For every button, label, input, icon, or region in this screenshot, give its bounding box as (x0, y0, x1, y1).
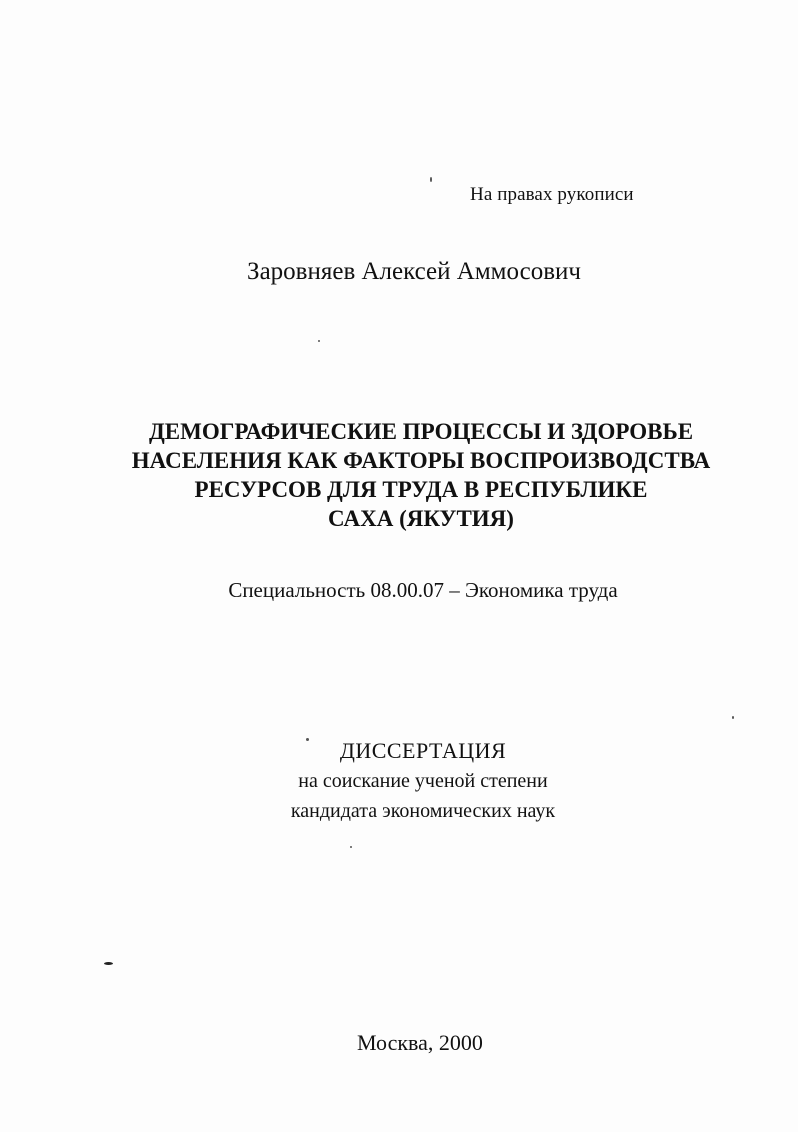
author-name: Заровняев Алексей Аммосович (247, 258, 581, 285)
dissertation-title (0, 417, 798, 533)
rights-note: На правах рукописи (470, 184, 634, 205)
dissertation-heading: ДИССЕРТАЦИЯ (339, 738, 507, 763)
title-line: РЕСУРСОВ ДЛЯ ТРУДА В РЕСПУБЛИКЕ (194, 477, 648, 502)
city-year: Москва, 2000 (357, 1030, 483, 1055)
scan-speck (318, 340, 320, 342)
scan-speck (430, 177, 432, 182)
title-line: НАСЕЛЕНИЯ КАК ФАКТОРЫ ВОСПРОИЗВОДСТВА (131, 448, 711, 473)
degree-block (0, 736, 798, 826)
scan-speck (104, 962, 113, 965)
degree-line-1: на соискание ученой степени (298, 770, 548, 792)
degree-line-2: кандидата экономических наук (290, 800, 556, 822)
title-line: ДЕМОГРАФИЧЕСКИЕ ПРОЦЕССЫ И ЗДОРОВЬЕ (148, 419, 694, 444)
title-line: САХА (ЯКУТИЯ) (328, 506, 514, 531)
scan-speck (350, 846, 352, 848)
specialty: Специальность 08.00.07 – Экономика труда (228, 578, 618, 602)
scan-speck (306, 738, 309, 741)
scan-speck (732, 716, 734, 719)
